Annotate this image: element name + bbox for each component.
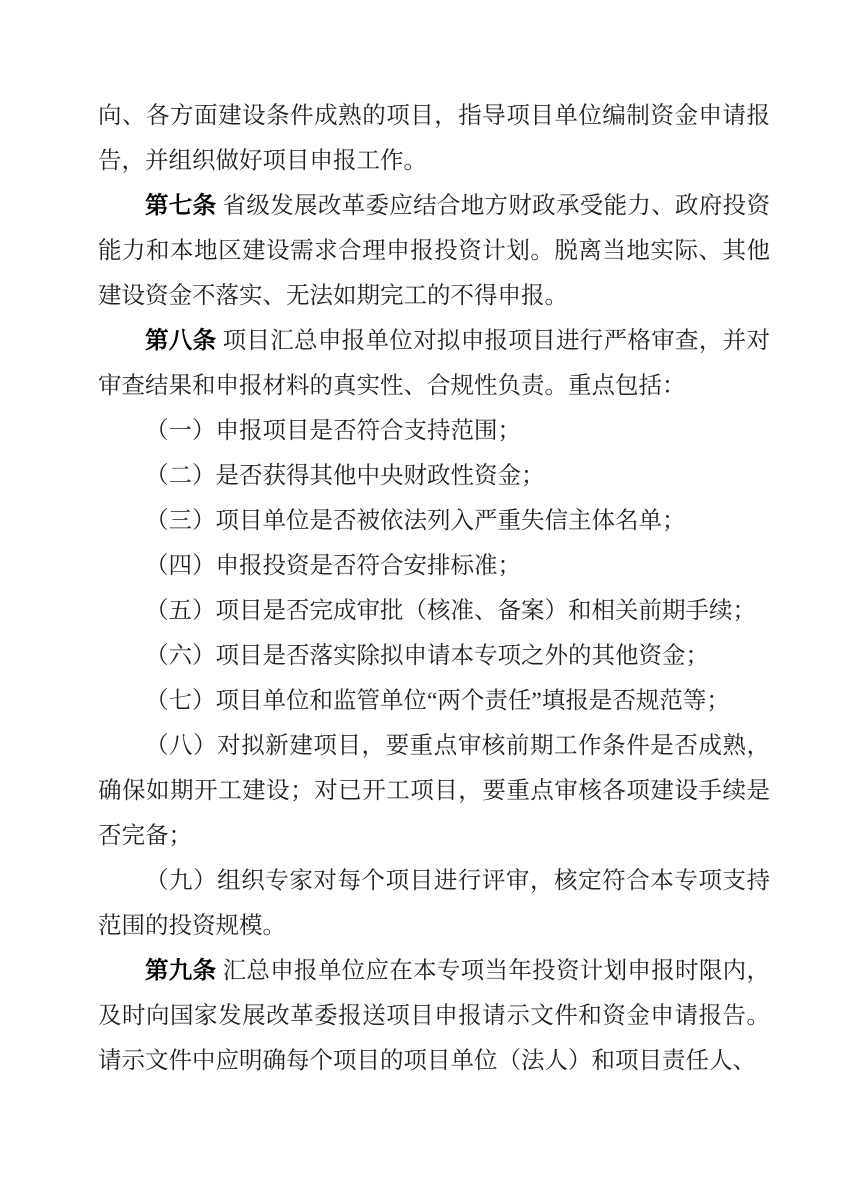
article-number-heading: 第九条 (145, 958, 217, 984)
text-run: 汇总申报单位应在本专项当年投资计划申报时限内，及时向国家发展改革委报送项目申报请示文件和资金申请报告。请示文件中应明确每个项目的项目单位（法人）和项目责任人、 (98, 958, 770, 1074)
text-run: （三）项目单位是否被依法列入严重失信主体名单； (145, 508, 686, 534)
article-number-heading: 第八条 (145, 328, 217, 354)
item-4 (98, 544, 770, 589)
text-run: （四）申报投资是否符合安排标准； (145, 553, 521, 579)
text-run: （九）组织专家对每个项目进行评审，核定符合本专项支持范围的投资规模。 (98, 868, 770, 939)
text-run: （二）是否获得其他中央财政性资金； (145, 463, 545, 489)
item-6 (98, 634, 770, 679)
item-5 (98, 589, 770, 634)
text-run: （八）对拟新建项目，要重点审核前期工作条件是否成熟，确保如期开工建设；对已开工项目，要重点审核各项建设手续是否完备； (98, 733, 770, 849)
item-1 (98, 409, 770, 454)
item-2 (98, 454, 770, 499)
text-run: 省级发展改革委应结合地方财政承受能力、政府投资能力和本地区建设需求合理申报投资计划。脱离当地实际、其他建设资金不落实、无法如期完工的不得申报。 (98, 193, 770, 309)
document-body (98, 94, 770, 1084)
text-run: （七）项目单位和监管单位“两个责任”填报是否规范等； (145, 688, 730, 714)
article-7 (98, 184, 770, 319)
text-run: 向、各方面建设条件成熟的项目，指导项目单位编制资金申请报告，并组织做好项目申报工作。 (98, 103, 770, 174)
article-8 (98, 319, 770, 409)
item-9 (98, 859, 770, 949)
item-8 (98, 724, 770, 859)
article-9 (98, 949, 770, 1084)
paragraph-continued (98, 94, 770, 184)
item-7 (98, 679, 770, 724)
text-run: （一）申报项目是否符合支持范围； (145, 418, 521, 444)
item-3 (98, 499, 770, 544)
text-run: （六）项目是否落实除拟申请本专项之外的其他资金； (145, 643, 709, 669)
text-run: 项目汇总申报单位对拟申报项目进行严格审查，并对审查结果和申报材料的真实性、合规性负责。重点包括： (98, 328, 770, 399)
text-run: （五）项目是否完成审批（核准、备案）和相关前期手续； (145, 598, 756, 624)
article-number-heading: 第七条 (145, 193, 217, 219)
